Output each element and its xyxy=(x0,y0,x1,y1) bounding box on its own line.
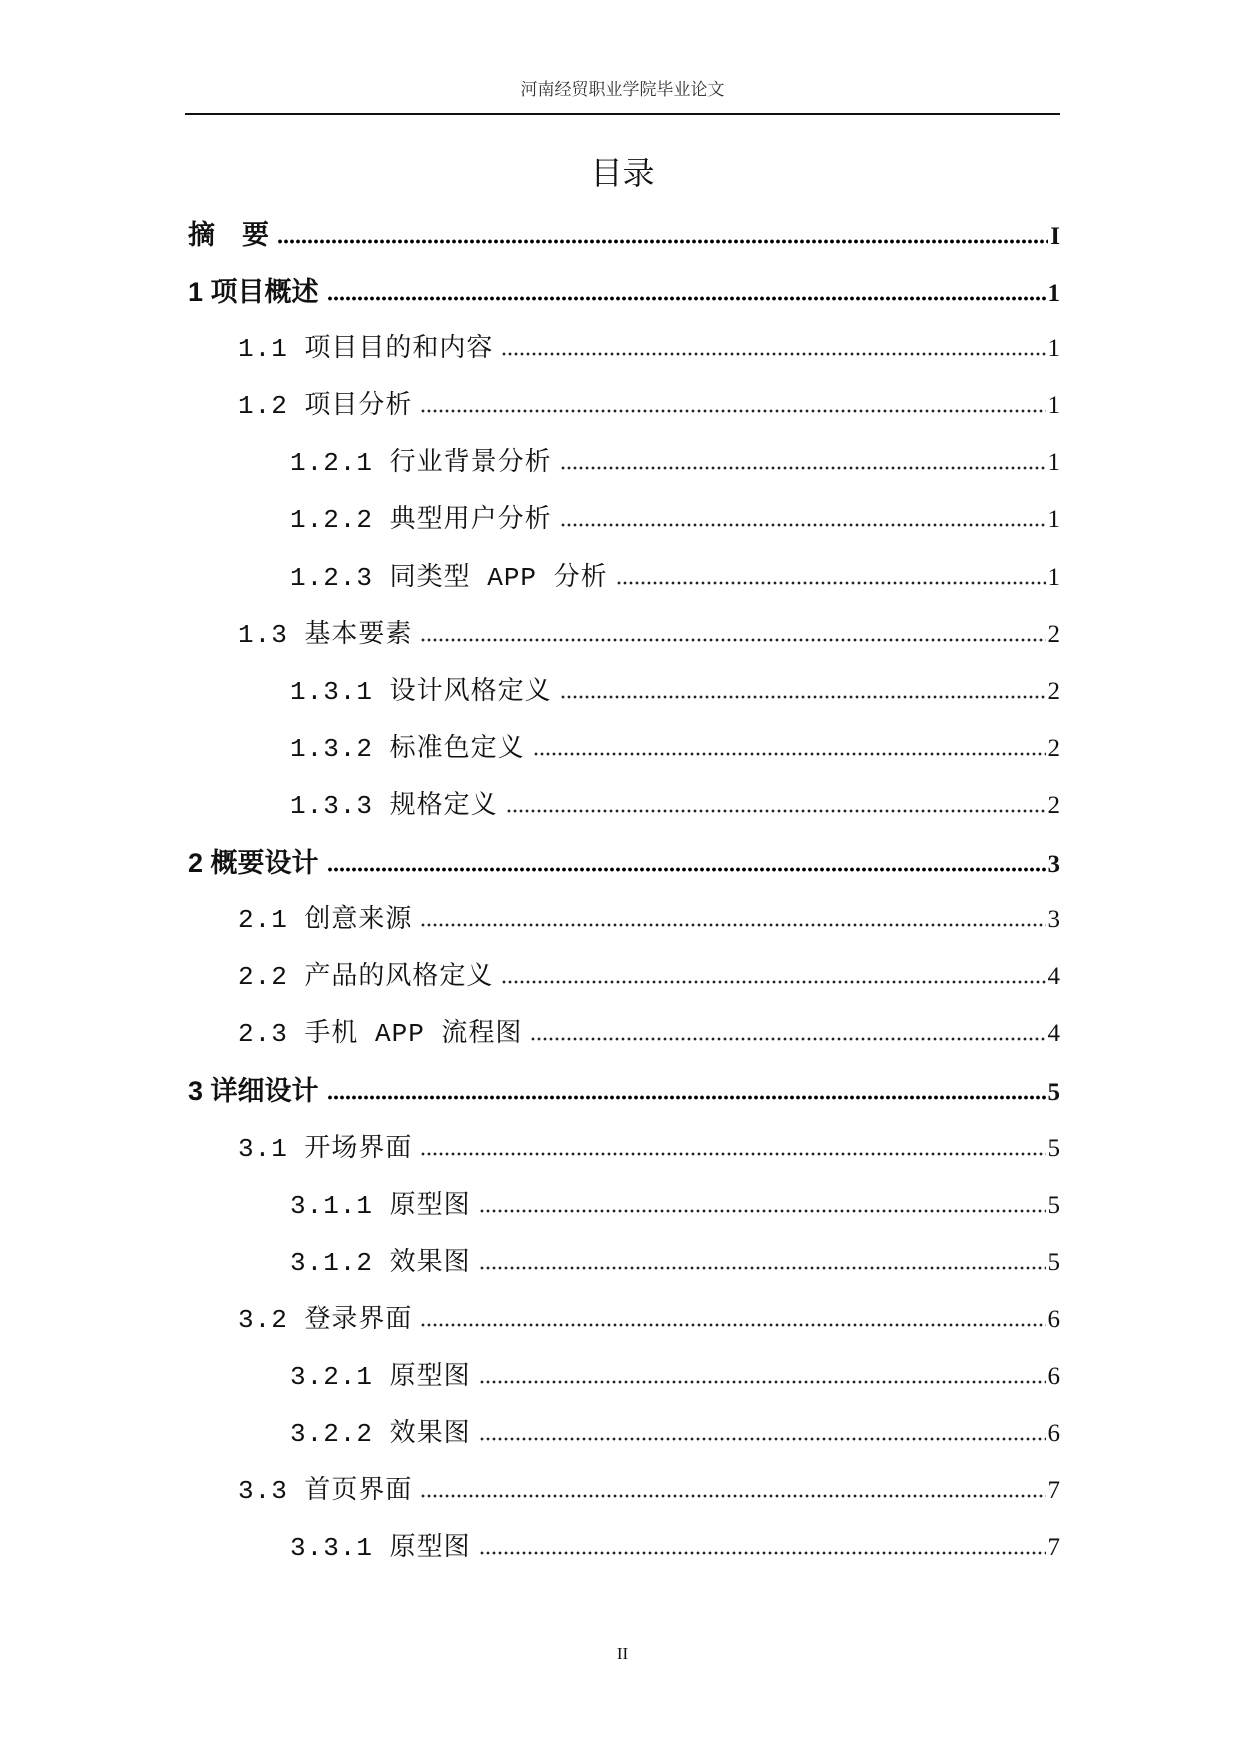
toc-entry-page: 6 xyxy=(1047,1419,1060,1447)
toc-entry xyxy=(188,1177,1060,1234)
toc-entry-page: 7 xyxy=(1047,1477,1060,1505)
dot-leader xyxy=(327,1095,1046,1100)
toc-entry-page: 1 xyxy=(1047,335,1060,363)
toc-entry-page: 6 xyxy=(1047,1305,1060,1333)
toc-entry-page: 1 xyxy=(1047,506,1060,534)
toc-entry-title: 1.2.3 同类型 APP 分析 xyxy=(290,562,608,593)
table-of-contents xyxy=(188,206,1060,1576)
toc-entry xyxy=(188,1519,1060,1576)
toc-entry-title: 1.2 项目分析 xyxy=(238,391,413,422)
toc-entry-title: 1.3 基本要素 xyxy=(238,619,413,650)
toc-entry xyxy=(188,1120,1060,1177)
toc-entry xyxy=(188,891,1060,948)
toc-entry-title: 3.1.1 原型图 xyxy=(290,1190,471,1221)
toc-entry xyxy=(188,549,1060,606)
dot-leader xyxy=(420,638,1045,642)
toc-entry-page: 1 xyxy=(1047,392,1060,420)
toc-entry-title: 3.3 首页界面 xyxy=(238,1476,413,1507)
toc-entry-page: 2 xyxy=(1047,734,1060,762)
toc-entry xyxy=(188,1234,1060,1291)
toc-entry-page: 7 xyxy=(1047,1534,1060,1562)
dot-leader xyxy=(560,523,1046,527)
toc-entry-title: 2.2 产品的风格定义 xyxy=(238,962,494,993)
toc-entry-title: 1 项目概述 xyxy=(188,277,319,308)
dot-leader xyxy=(420,923,1045,927)
dot-leader xyxy=(420,1152,1045,1156)
toc-entry-title: 1.3.2 标准色定义 xyxy=(290,733,525,764)
dot-leader xyxy=(616,581,1046,585)
dot-leader xyxy=(560,466,1046,470)
toc-entry-page: 6 xyxy=(1047,1362,1060,1390)
toc-entry-title: 3.2.1 原型图 xyxy=(290,1361,471,1392)
toc-entry xyxy=(188,720,1060,777)
toc-entry-page: 1 xyxy=(1047,563,1060,591)
toc-entry-page: 1 xyxy=(1047,280,1060,308)
toc-entry-page: 4 xyxy=(1047,1020,1060,1048)
toc-entry xyxy=(188,1291,1060,1348)
toc-entry-title: 摘 要 xyxy=(188,220,269,250)
header-rule xyxy=(185,113,1060,115)
toc-entry-title: 3 详细设计 xyxy=(188,1076,319,1107)
toc-entry-page: I xyxy=(1050,223,1060,250)
toc-entry xyxy=(188,1348,1060,1405)
toc-entry xyxy=(188,377,1060,434)
toc-entry xyxy=(188,206,1060,263)
toc-entry-title: 3.1.2 效果图 xyxy=(290,1247,471,1278)
toc-entry-title: 3.2 登录界面 xyxy=(238,1304,413,1335)
dot-leader xyxy=(277,239,1048,244)
running-header: 河南经贸职业学院毕业论文 xyxy=(520,80,725,99)
dot-leader xyxy=(530,1037,1045,1041)
dot-leader xyxy=(501,352,1045,356)
toc-entry xyxy=(188,1005,1060,1062)
toc-entry-title: 3.1 开场界面 xyxy=(238,1133,413,1164)
toc-entry-title: 1.2.1 行业背景分析 xyxy=(290,448,552,479)
toc-entry-page: 5 xyxy=(1047,1248,1060,1276)
toc-entry xyxy=(188,263,1060,320)
dot-leader xyxy=(327,867,1046,872)
toc-entry xyxy=(188,834,1060,891)
toc-entry xyxy=(188,434,1060,491)
toc-entry-page: 1 xyxy=(1047,449,1060,477)
toc-entry-page: 3 xyxy=(1047,906,1060,934)
toc-entry-page: 5 xyxy=(1047,1191,1060,1219)
toc-entry-page: 5 xyxy=(1047,1134,1060,1162)
toc-entry-page: 2 xyxy=(1047,677,1060,705)
dot-leader xyxy=(533,752,1046,756)
toc-entry-page: 2 xyxy=(1047,791,1060,819)
toc-entry xyxy=(188,1405,1060,1462)
toc-entry-title: 1.2.2 典型用户分析 xyxy=(290,505,552,536)
dot-leader xyxy=(479,1380,1046,1384)
dot-leader xyxy=(479,1437,1046,1441)
toc-entry xyxy=(188,777,1060,834)
dot-leader xyxy=(420,409,1045,413)
toc-entry xyxy=(188,606,1060,663)
toc-entry-page: 4 xyxy=(1047,963,1060,991)
toc-entry xyxy=(188,663,1060,720)
toc-entry xyxy=(188,1062,1060,1119)
toc-entry-title: 1.3.3 规格定义 xyxy=(290,790,498,821)
dot-leader xyxy=(560,695,1046,699)
dot-leader xyxy=(420,1323,1045,1327)
dot-leader xyxy=(479,1209,1046,1213)
dot-leader xyxy=(327,296,1046,301)
toc-entry-page: 5 xyxy=(1047,1079,1060,1107)
dot-leader xyxy=(501,980,1045,984)
toc-entry xyxy=(188,948,1060,1005)
toc-entry-page: 2 xyxy=(1047,620,1060,648)
toc-entry-title: 3.2.2 效果图 xyxy=(290,1418,471,1449)
dot-leader xyxy=(479,1266,1046,1270)
page-title: 目录 xyxy=(590,154,655,192)
toc-entry-title: 2 概要设计 xyxy=(188,848,319,879)
dot-leader xyxy=(506,809,1046,813)
page-number: II xyxy=(616,1644,629,1663)
toc-entry-page: 3 xyxy=(1047,851,1060,879)
toc-entry-title: 1.3.1 设计风格定义 xyxy=(290,676,552,707)
toc-entry-title: 3.3.1 原型图 xyxy=(290,1533,471,1564)
toc-entry-title: 2.1 创意来源 xyxy=(238,905,413,936)
dot-leader xyxy=(420,1494,1045,1498)
toc-entry-title: 2.3 手机 APP 流程图 xyxy=(238,1019,523,1050)
toc-entry xyxy=(188,1462,1060,1519)
toc-entry-title: 1.1 项目目的和内容 xyxy=(238,334,494,365)
toc-entry xyxy=(188,320,1060,377)
dot-leader xyxy=(479,1551,1046,1555)
toc-entry xyxy=(188,491,1060,548)
